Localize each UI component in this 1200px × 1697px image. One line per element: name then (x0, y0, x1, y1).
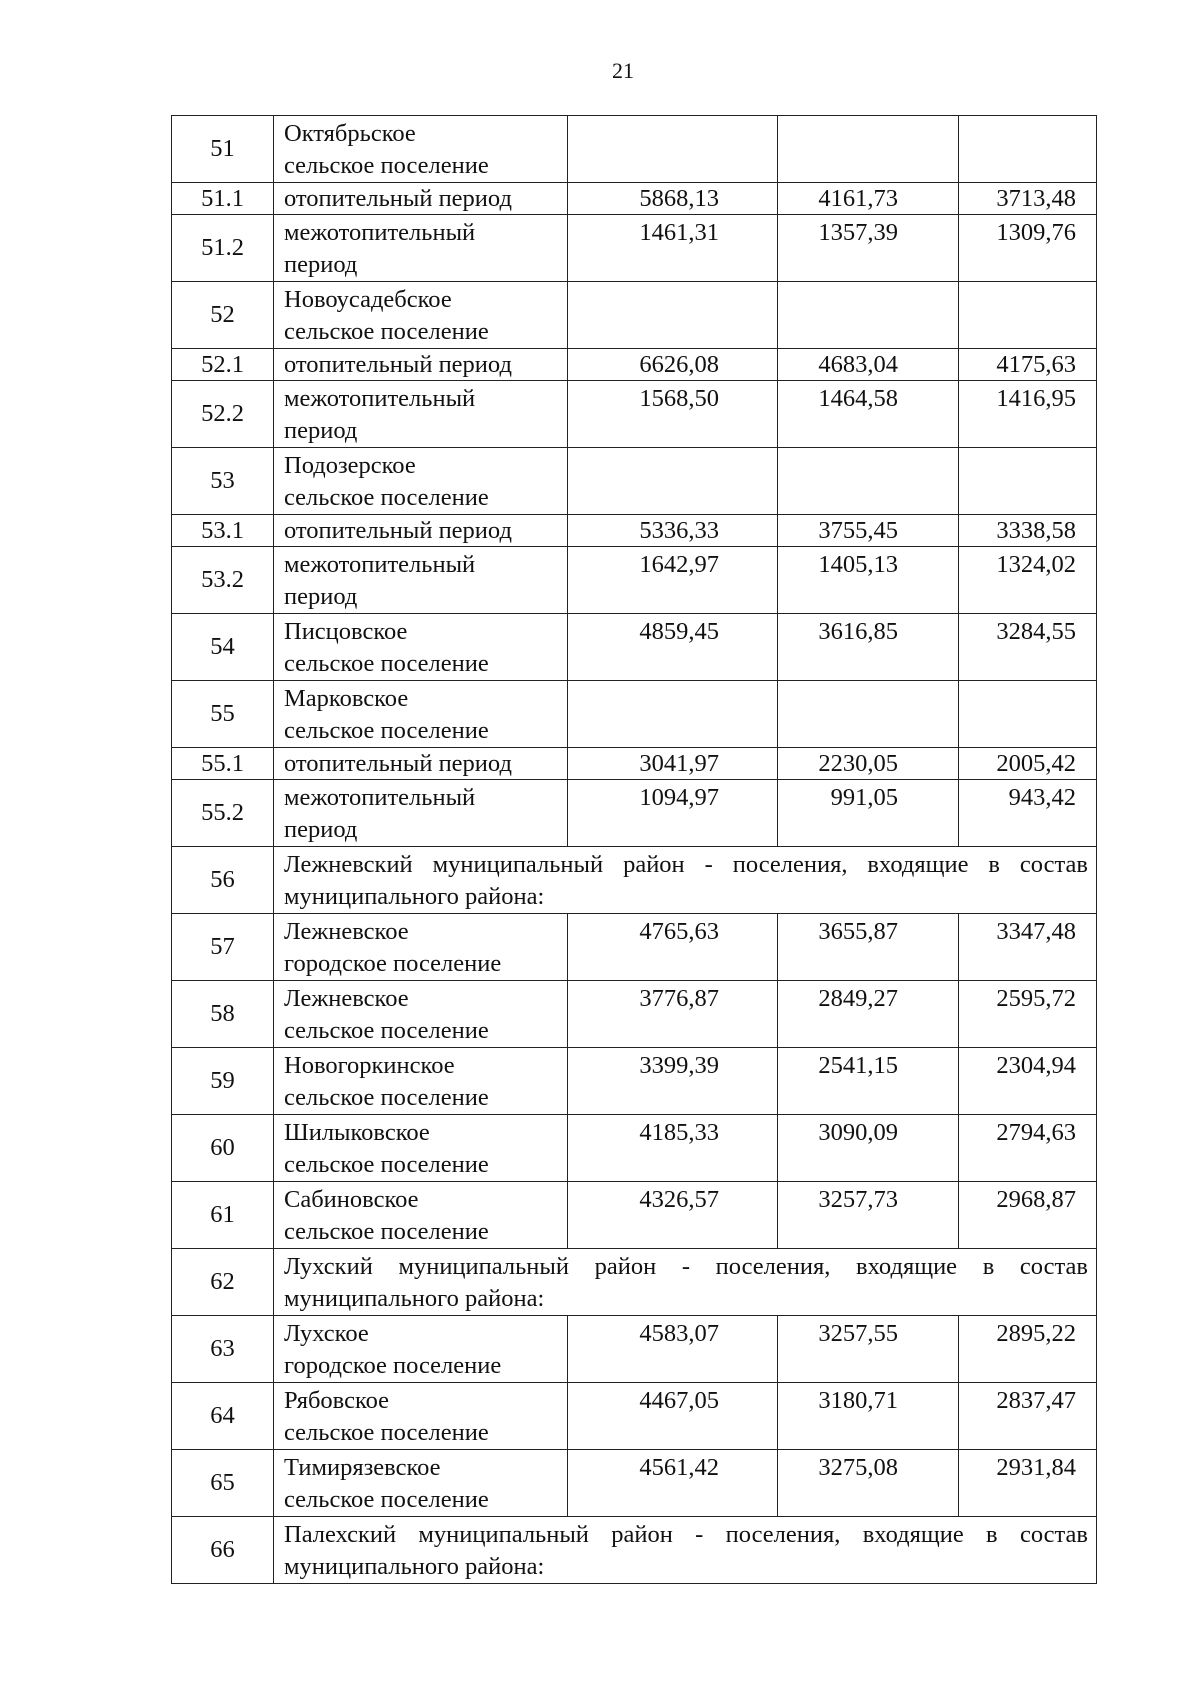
table-row (172, 515, 1097, 547)
table-row (172, 116, 1097, 183)
value-cell-3: 3347,48 (959, 914, 1097, 981)
settlement-name-line2: городское поселение (284, 1352, 502, 1379)
table-row (172, 1517, 1097, 1584)
value-cell-1 (568, 282, 778, 349)
value-cell-2: 3180,71 (778, 1383, 959, 1450)
value-cell-1: 3041,97 (568, 748, 778, 780)
settlement-name-line2: сельское поселение (284, 484, 489, 511)
settlement-name-line2: сельское поселение (284, 717, 489, 744)
settlement-name-line1: Новоусадебское (284, 286, 452, 313)
value-cell-1: 1094,97 (568, 780, 778, 847)
table-row (172, 349, 1097, 381)
table-row (172, 914, 1097, 981)
value-cell-2 (778, 448, 959, 515)
value-cell-3: 2304,94 (959, 1048, 1097, 1115)
value-cell-1: 4859,45 (568, 614, 778, 681)
value-cell-3 (959, 116, 1097, 183)
settlement-name-cell (274, 681, 568, 748)
row-number: 59 (172, 1048, 274, 1115)
value-cell-3: 3713,48 (959, 183, 1097, 215)
settlement-name-line2: городское поселение (284, 950, 502, 977)
value-cell-3: 2931,84 (959, 1450, 1097, 1517)
value-cell-3: 943,42 (959, 780, 1097, 847)
value-cell-3: 2794,63 (959, 1115, 1097, 1182)
value-cell-2: 3090,09 (778, 1115, 959, 1182)
value-cell-3: 2595,72 (959, 981, 1097, 1048)
value-cell-3 (959, 448, 1097, 515)
settlement-name-line2: сельское поселение (284, 1419, 489, 1446)
settlement-name-cell (274, 1450, 568, 1517)
value-cell-1: 3776,87 (568, 981, 778, 1048)
district-heading: Палехский муниципальный район - поселения, входящие в состав муниципального района: (274, 1517, 1097, 1584)
value-cell-3: 2895,22 (959, 1316, 1097, 1383)
settlement-name-cell (274, 183, 568, 215)
settlement-name-cell (274, 215, 568, 282)
row-number: 52.2 (172, 381, 274, 448)
table-row (172, 215, 1097, 282)
settlement-name-line1: отопительный период (284, 185, 512, 212)
row-number: 53.2 (172, 547, 274, 614)
value-cell-1: 4561,42 (568, 1450, 778, 1517)
settlement-name-line1: межотопительный (284, 219, 476, 246)
row-number: 56 (172, 847, 274, 914)
settlement-name-line1: Октябрьское (284, 120, 416, 147)
row-number: 51.1 (172, 183, 274, 215)
settlement-name-cell (274, 349, 568, 381)
settlement-name-line1: Сабиновское (284, 1186, 419, 1213)
value-cell-1: 1642,97 (568, 547, 778, 614)
value-cell-3: 2968,87 (959, 1182, 1097, 1249)
value-cell-1: 4326,57 (568, 1182, 778, 1249)
value-cell-1 (568, 116, 778, 183)
table-row (172, 381, 1097, 448)
table-row (172, 1249, 1097, 1316)
value-cell-2: 3275,08 (778, 1450, 959, 1517)
settlement-name-cell (274, 547, 568, 614)
value-cell-2: 1405,13 (778, 547, 959, 614)
row-number: 57 (172, 914, 274, 981)
settlement-name-line1: Подозерское (284, 452, 416, 479)
settlement-name-cell (274, 1383, 568, 1450)
table-row (172, 1182, 1097, 1249)
row-number: 53.1 (172, 515, 274, 547)
table-row (172, 847, 1097, 914)
settlement-name-line2: сельское поселение (284, 1218, 489, 1245)
settlement-name-cell (274, 748, 568, 780)
row-number: 66 (172, 1517, 274, 1584)
settlement-name-line1: Лежневское (284, 918, 409, 945)
settlement-name-cell (274, 1048, 568, 1115)
value-cell-2: 4161,73 (778, 183, 959, 215)
row-number: 55.1 (172, 748, 274, 780)
value-cell-1: 6626,08 (568, 349, 778, 381)
value-cell-3: 2837,47 (959, 1383, 1097, 1450)
table-row (172, 448, 1097, 515)
settlement-name-line2: период (284, 251, 358, 278)
settlement-name-line1: Марковское (284, 685, 409, 712)
row-number: 58 (172, 981, 274, 1048)
tariff-table (171, 115, 1097, 1584)
settlement-name-line1: Шилыковское (284, 1119, 430, 1146)
settlement-name-cell (274, 515, 568, 547)
value-cell-3: 3284,55 (959, 614, 1097, 681)
value-cell-1 (568, 448, 778, 515)
table-row (172, 1115, 1097, 1182)
settlement-name-cell (274, 282, 568, 349)
value-cell-1: 4583,07 (568, 1316, 778, 1383)
row-number: 64 (172, 1383, 274, 1450)
value-cell-3: 1416,95 (959, 381, 1097, 448)
table-row (172, 183, 1097, 215)
value-cell-3: 1309,76 (959, 215, 1097, 282)
settlement-name-line1: Новогоркинское (284, 1052, 455, 1079)
row-number: 52.1 (172, 349, 274, 381)
row-number: 55 (172, 681, 274, 748)
value-cell-1: 3399,39 (568, 1048, 778, 1115)
value-cell-1: 4765,63 (568, 914, 778, 981)
table-row (172, 780, 1097, 847)
table-row (172, 1316, 1097, 1383)
value-cell-3: 4175,63 (959, 349, 1097, 381)
settlement-name-line1: Лежневское (284, 985, 409, 1012)
value-cell-1: 5868,13 (568, 183, 778, 215)
settlement-name-line2: сельское поселение (284, 152, 489, 179)
value-cell-2 (778, 282, 959, 349)
settlement-name-line1: межотопительный (284, 385, 476, 412)
table-row (172, 748, 1097, 780)
settlement-name-cell (274, 614, 568, 681)
value-cell-3 (959, 681, 1097, 748)
value-cell-2 (778, 681, 959, 748)
settlement-name-cell (274, 780, 568, 847)
settlement-name-line2: период (284, 583, 358, 610)
row-number: 51 (172, 116, 274, 183)
value-cell-2: 3616,85 (778, 614, 959, 681)
row-number: 54 (172, 614, 274, 681)
value-cell-1: 4185,33 (568, 1115, 778, 1182)
district-heading: Лухский муниципальный район - поселения, входящие в состав муниципального района: (274, 1249, 1097, 1316)
settlement-name-cell (274, 1115, 568, 1182)
value-cell-1: 1461,31 (568, 215, 778, 282)
value-cell-2: 1357,39 (778, 215, 959, 282)
row-number: 53 (172, 448, 274, 515)
value-cell-2: 3755,45 (778, 515, 959, 547)
settlement-name-line1: Рябовское (284, 1387, 390, 1414)
table-row (172, 614, 1097, 681)
page-number: 21 (612, 58, 634, 83)
row-number: 60 (172, 1115, 274, 1182)
value-cell-2: 3257,73 (778, 1182, 959, 1249)
settlement-name-line1: Тимирязевское (284, 1454, 441, 1481)
settlement-name-cell (274, 448, 568, 515)
table-row (172, 981, 1097, 1048)
value-cell-1: 4467,05 (568, 1383, 778, 1450)
value-cell-2: 991,05 (778, 780, 959, 847)
value-cell-3 (959, 282, 1097, 349)
settlement-name-line1: отопительный период (284, 351, 512, 378)
row-number: 61 (172, 1182, 274, 1249)
settlement-name-line1: межотопительный (284, 551, 476, 578)
table-row (172, 1450, 1097, 1517)
settlement-name-line1: межотопительный (284, 784, 476, 811)
value-cell-3: 1324,02 (959, 547, 1097, 614)
district-heading: Лежневский муниципальный район - поселения, входящие в состав муниципального района: (274, 847, 1097, 914)
settlement-name-line1: отопительный период (284, 750, 512, 777)
value-cell-1 (568, 681, 778, 748)
value-cell-2: 4683,04 (778, 349, 959, 381)
value-cell-2: 3655,87 (778, 914, 959, 981)
settlement-name-line2: сельское поселение (284, 1017, 489, 1044)
settlement-name-line1: Писцовское (284, 618, 408, 645)
table-row (172, 681, 1097, 748)
settlement-name-cell (274, 116, 568, 183)
row-number: 62 (172, 1249, 274, 1316)
table-row (172, 282, 1097, 349)
value-cell-2: 2541,15 (778, 1048, 959, 1115)
row-number: 51.2 (172, 215, 274, 282)
row-number: 55.2 (172, 780, 274, 847)
value-cell-2: 2849,27 (778, 981, 959, 1048)
table-row (172, 1048, 1097, 1115)
value-cell-2: 1464,58 (778, 381, 959, 448)
value-cell-1: 5336,33 (568, 515, 778, 547)
settlement-name-line2: сельское поселение (284, 1084, 489, 1111)
row-number: 63 (172, 1316, 274, 1383)
settlement-name-line1: отопительный период (284, 517, 512, 544)
settlement-name-cell (274, 381, 568, 448)
row-number: 65 (172, 1450, 274, 1517)
settlement-name-line2: период (284, 417, 358, 444)
value-cell-3: 2005,42 (959, 748, 1097, 780)
settlement-name-cell (274, 914, 568, 981)
value-cell-2: 3257,55 (778, 1316, 959, 1383)
table-row (172, 547, 1097, 614)
settlement-name-line2: сельское поселение (284, 650, 489, 677)
settlement-name-line2: сельское поселение (284, 1486, 489, 1513)
row-number: 52 (172, 282, 274, 349)
value-cell-3: 3338,58 (959, 515, 1097, 547)
settlement-name-line1: Лухское (284, 1320, 369, 1347)
value-cell-2: 2230,05 (778, 748, 959, 780)
settlement-name-line2: сельское поселение (284, 318, 489, 345)
settlement-name-line2: период (284, 816, 358, 843)
value-cell-2 (778, 116, 959, 183)
value-cell-1: 1568,50 (568, 381, 778, 448)
settlement-name-cell (274, 1182, 568, 1249)
settlement-name-cell (274, 1316, 568, 1383)
settlement-name-line2: сельское поселение (284, 1151, 489, 1178)
table-row (172, 1383, 1097, 1450)
settlement-name-cell (274, 981, 568, 1048)
